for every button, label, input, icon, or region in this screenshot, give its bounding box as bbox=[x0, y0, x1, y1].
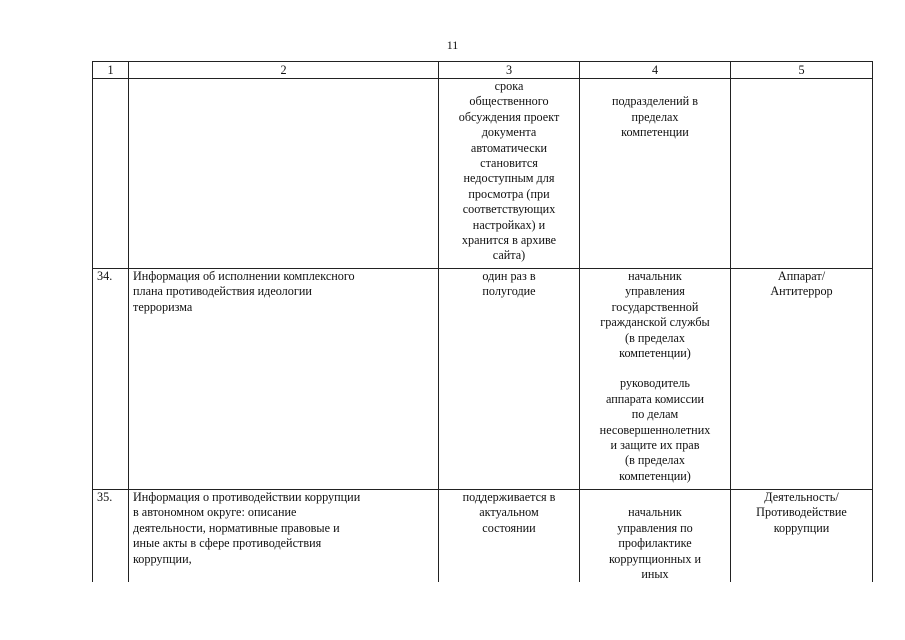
column-header-3: 3 bbox=[439, 62, 580, 79]
row-section: Аппарат/ Антитеррор bbox=[731, 269, 873, 490]
row-frequency: срока общественного обсуждения проект документа автоматически становится недоступным для просмотра (при соответствующих настройках) и хранится в архиве сайта) bbox=[439, 79, 580, 269]
responsible-primary: начальник управления по профилактике коррупционных и иных bbox=[608, 505, 702, 582]
table-row bbox=[93, 79, 873, 269]
row-frequency: поддерживается в актуальном состоянии bbox=[439, 490, 580, 583]
column-header-2: 2 bbox=[129, 62, 439, 79]
row-responsible bbox=[580, 269, 731, 490]
row-responsible bbox=[580, 490, 731, 583]
table-row bbox=[93, 490, 873, 583]
column-header-4: 4 bbox=[580, 62, 731, 79]
column-header-1: 1 bbox=[93, 62, 129, 79]
page-number: 11 bbox=[446, 38, 459, 52]
row-name: Информация об исполнении комплексного плана противодействия идеологии терроризма bbox=[129, 269, 439, 490]
responsible-spacer bbox=[584, 361, 726, 376]
row-responsible bbox=[580, 79, 731, 269]
row-number: 35. bbox=[93, 490, 129, 583]
row-section: Деятельность/ Противодействие коррупции bbox=[731, 490, 873, 583]
row-number: 34. bbox=[93, 269, 129, 490]
row-name bbox=[129, 79, 439, 269]
row-frequency: один раз в полугодие bbox=[439, 269, 580, 490]
column-header-5: 5 bbox=[731, 62, 873, 79]
row-section bbox=[731, 79, 873, 269]
document-table bbox=[92, 61, 873, 582]
row-name: Информация о противодействии коррупции в автономном округе: описание деятельности, нормативные правовые и иные акты в сфере противодействия коррупции, bbox=[129, 490, 439, 583]
responsible-primary: начальник управления государственной гражданской службы (в пределах компетенции) bbox=[600, 269, 710, 361]
table-header-row bbox=[93, 62, 873, 79]
responsible-primary: подразделений в пределах компетенции bbox=[611, 94, 699, 140]
responsible-secondary: руководитель аппарата комиссии по делам несовершеннолетних и защите их прав (в пределах компетенции) bbox=[599, 376, 711, 483]
row-number bbox=[93, 79, 129, 269]
table-row bbox=[93, 269, 873, 490]
